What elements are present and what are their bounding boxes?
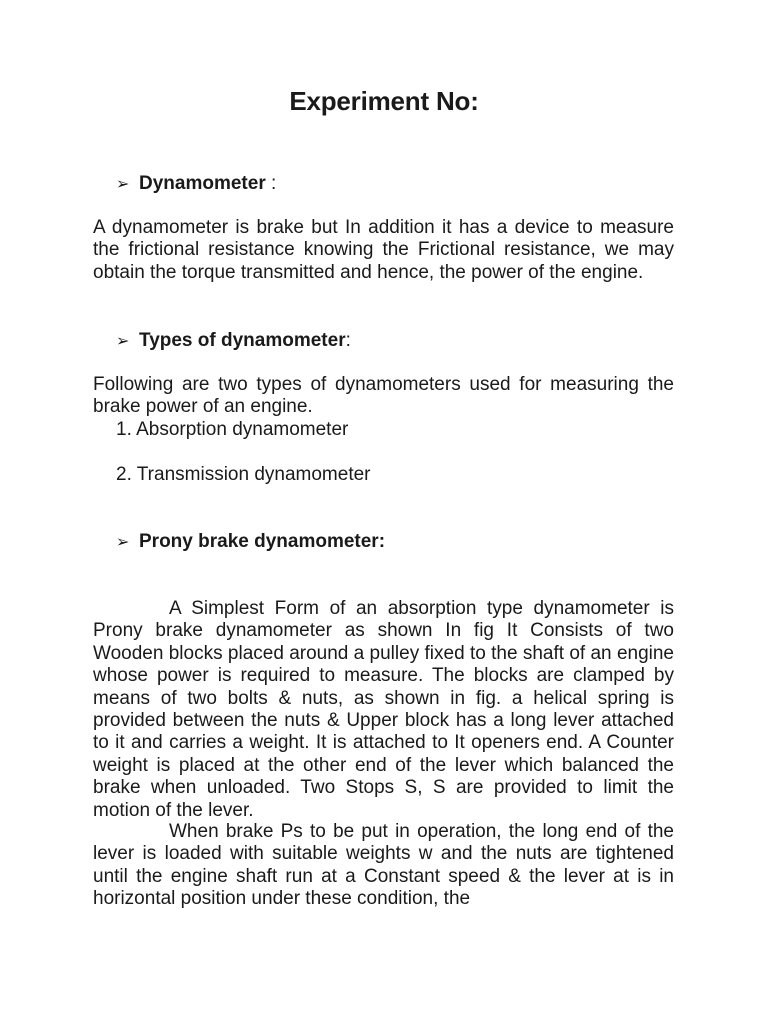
heading-suffix: : bbox=[345, 330, 351, 351]
heading-text: Dynamometer bbox=[139, 173, 266, 194]
prony-paragraph-1-text: A Simplest Form of an absorption type dynamometer is Prony brake dynamometer as shown In fig It Consists of two Wooden blocks placed around a pulley fixed to the shaft of an engine whose power is required to measure. The blocks are clamped by means of two bolts & nuts, as shown in fig. a helical spring is provided between the nuts & Upper block has a long lever attached to it and carries a weight. It is attached to It openers end. A Counter weight is placed at the other end of the lever which balanced the brake when unloaded. Two Stops S, S are provided to limit the motion of the lever. bbox=[93, 598, 674, 821]
list-item: 1. Absorption dynamometer bbox=[116, 419, 349, 440]
section-heading-types bbox=[116, 330, 351, 353]
arrow-bullet-icon: ➢ bbox=[116, 176, 130, 193]
heading-text: Types of dynamometer bbox=[139, 330, 346, 351]
list-item: 2. Transmission dynamometer bbox=[116, 464, 371, 485]
page-title: Experiment No: bbox=[289, 86, 479, 116]
prony-paragraph-2 bbox=[93, 821, 674, 911]
arrow-bullet-icon: ➢ bbox=[116, 333, 130, 350]
prony-paragraph-1 bbox=[93, 598, 674, 822]
prony-paragraph-2-text: When brake Ps to be put in operation, the long end of the lever is loaded with suitable weights w and the nuts are tightened until the engine shaft run at a Constant speed & the lever at is in horizontal position under these condition, the bbox=[93, 821, 674, 910]
section-heading-dynamometer bbox=[116, 173, 276, 196]
heading-text: Prony brake dynamometer: bbox=[139, 531, 386, 552]
dynamometer-paragraph: A dynamometer is brake but In addition it has a device to measure the frictional resistance knowing the Frictional resistance, we may obtain the torque transmitted and hence, the power of the engine. bbox=[93, 217, 674, 283]
heading-suffix: : bbox=[265, 173, 277, 194]
section-heading-prony bbox=[116, 531, 385, 554]
types-paragraph: Following are two types of dynamometers used for measuring the brake power of an engine. bbox=[93, 374, 674, 418]
arrow-bullet-icon: ➢ bbox=[116, 534, 130, 551]
